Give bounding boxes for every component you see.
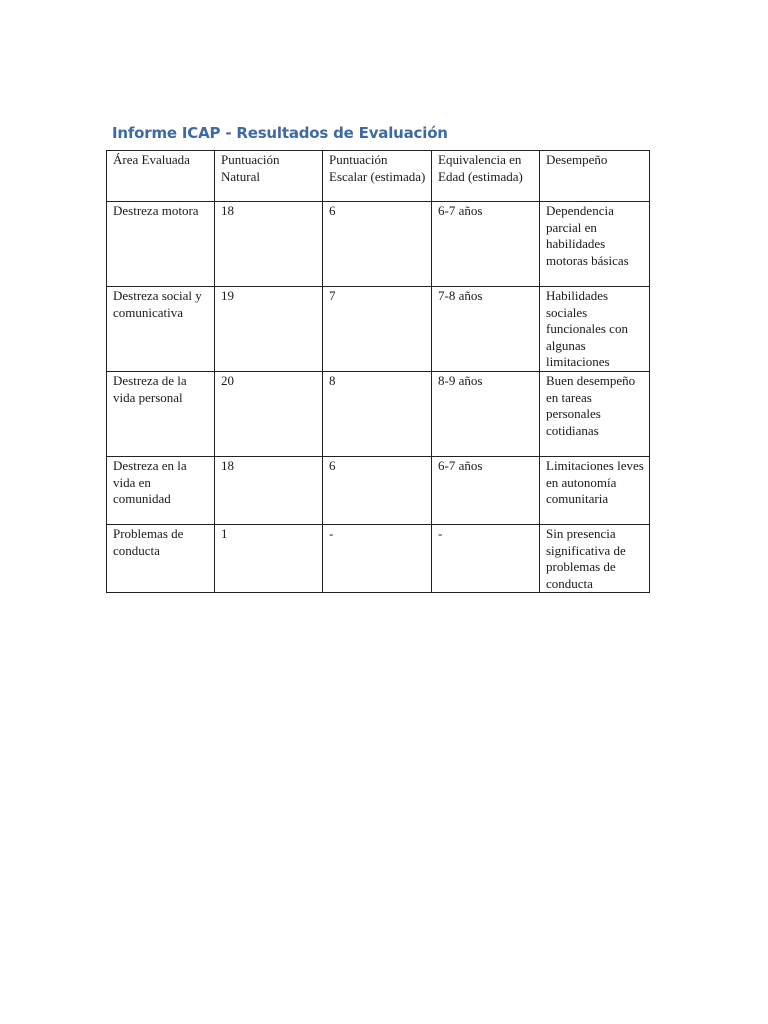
cell-raw-score: 1 bbox=[215, 525, 323, 593]
cell-age-equivalent: - bbox=[432, 525, 540, 593]
cell-area: Problemas de conducta bbox=[107, 525, 215, 593]
cell-age-equivalent: 6-7 años bbox=[432, 457, 540, 525]
cell-raw-score: 18 bbox=[215, 457, 323, 525]
cell-area: Destreza social y comunicativa bbox=[107, 287, 215, 372]
cell-scaled-score: - bbox=[323, 525, 432, 593]
cell-scaled-score: 6 bbox=[323, 202, 432, 287]
results-table bbox=[106, 150, 650, 593]
cell-raw-score: 18 bbox=[215, 202, 323, 287]
cell-age-equivalent: 7-8 años bbox=[432, 287, 540, 372]
cell-scaled-score: 7 bbox=[323, 287, 432, 372]
table-row bbox=[107, 202, 650, 287]
table-row bbox=[107, 457, 650, 525]
cell-performance: Dependencia parcial en habilidades motoras básicas bbox=[540, 202, 650, 287]
header-cell-area: Área Evaluada bbox=[107, 151, 215, 202]
cell-area: Destreza en la vida en comunidad bbox=[107, 457, 215, 525]
cell-performance: Limitaciones leves en autonomía comunitaria bbox=[540, 457, 650, 525]
header-cell-age-equivalent: Equivalencia en Edad (estimada) bbox=[432, 151, 540, 202]
table-row bbox=[107, 372, 650, 457]
table-header-row bbox=[107, 151, 650, 202]
document-title: Informe ICAP - Resultados de Evaluación bbox=[112, 124, 448, 142]
header-cell-raw-score: Puntuación Natural bbox=[215, 151, 323, 202]
cell-raw-score: 20 bbox=[215, 372, 323, 457]
cell-performance: Buen desempeño en tareas personales cotidianas bbox=[540, 372, 650, 457]
cell-performance: Habilidades sociales funcionales con algunas limitaciones bbox=[540, 287, 650, 372]
cell-scaled-score: 8 bbox=[323, 372, 432, 457]
cell-area: Destreza motora bbox=[107, 202, 215, 287]
cell-raw-score: 19 bbox=[215, 287, 323, 372]
cell-age-equivalent: 8-9 años bbox=[432, 372, 540, 457]
cell-area: Destreza de la vida personal bbox=[107, 372, 215, 457]
table-row bbox=[107, 287, 650, 372]
cell-scaled-score: 6 bbox=[323, 457, 432, 525]
header-cell-scaled-score: Puntuación Escalar (estimada) bbox=[323, 151, 432, 202]
cell-performance: Sin presencia significativa de problemas de conducta bbox=[540, 525, 650, 593]
header-cell-performance: Desempeño bbox=[540, 151, 650, 202]
table-row bbox=[107, 525, 650, 593]
cell-age-equivalent: 6-7 años bbox=[432, 202, 540, 287]
